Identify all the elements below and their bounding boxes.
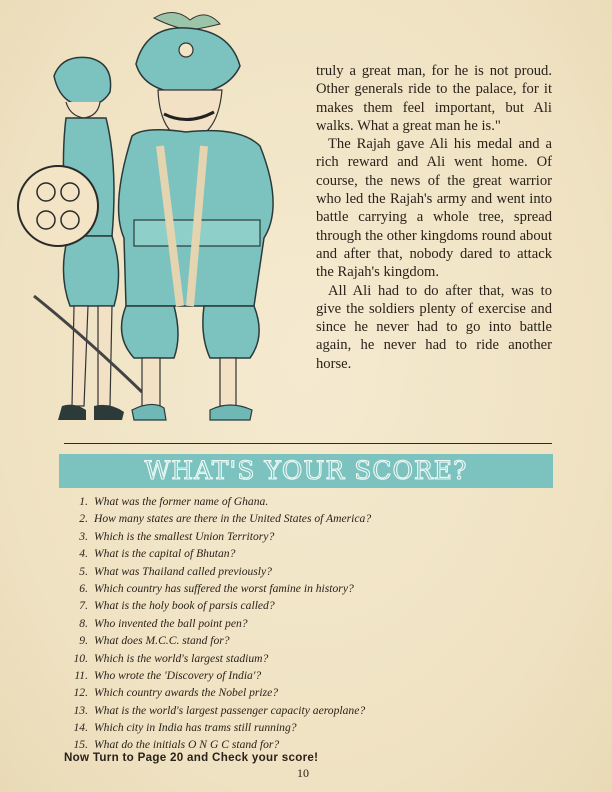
question-number: 10. [73, 651, 88, 665]
quiz-question-list [60, 493, 560, 754]
question-number: 13. [73, 703, 88, 717]
quiz-question [60, 615, 560, 632]
question-number: 4. [79, 547, 88, 561]
rajah-and-ali-illustration [14, 6, 304, 434]
question-text: What was the former name of Ghana. [94, 495, 269, 508]
question-text: What is the holy book of parsis called? [94, 599, 275, 613]
section-divider [64, 443, 552, 444]
question-text: How many states are there in the United States of America? [94, 512, 372, 526]
quiz-question [60, 650, 560, 667]
quiz-question [60, 597, 560, 614]
question-text: What do the initials O N G C stand for? [94, 738, 280, 752]
question-text: Which country has suffered the worst famine in history? [94, 581, 354, 595]
question-number: 9. [79, 634, 88, 648]
story-paragraph: All Ali had to do after that, was to give the soldiers plenty of exercise and since he never had to go into battle again, he never had to ride another horse. [316, 282, 552, 372]
quiz-question [60, 580, 560, 597]
answer-page-instruction: Now Turn to Page 20 and Check your score! [64, 751, 319, 764]
question-number: 15. [73, 738, 88, 752]
quiz-question [60, 667, 560, 684]
question-text: Who wrote the 'Discovery of India'? [94, 668, 262, 682]
question-text: What was Thailand called previously? [94, 564, 272, 578]
question-text: What is the capital of Bhutan? [94, 547, 236, 561]
question-number: 5. [79, 564, 88, 578]
question-number: 6. [79, 581, 88, 595]
quiz-title-banner [59, 454, 553, 488]
question-text: Who invented the ball point pen? [94, 616, 248, 630]
question-text: Which city in India has trams still running? [94, 721, 297, 735]
story-paragraph: The Rajah gave Ali his medal and a rich reward and Ali went home. Of course, the news of the great warrior who led the Rajah's army and went into battle carrying a whole tree, spread through the other kingdoms round about and after that, nobody dared to attack the Rajah's kingdom. [316, 136, 552, 281]
page-number: 10 [297, 766, 309, 780]
question-number: 12. [73, 686, 88, 700]
quiz-question [60, 563, 560, 580]
question-number: 7. [79, 599, 88, 613]
quiz-question [60, 632, 560, 649]
quiz-question [60, 493, 560, 510]
story-text [316, 62, 552, 373]
question-text: What does M.C.C. stand for? [94, 634, 230, 648]
quiz-question [60, 684, 560, 701]
quiz-title: WHAT'S YOUR SCORE? [144, 456, 468, 485]
question-text: What is the world's largest passenger capacity aeroplane? [94, 703, 366, 717]
quiz-question [60, 545, 560, 562]
question-number: 14. [73, 721, 88, 735]
quiz-question [60, 719, 560, 736]
rajah-figure [119, 12, 274, 420]
quiz-question [60, 528, 560, 545]
question-text: Which is the smallest Union Territory? [94, 529, 275, 543]
story-paragraph: truly a great man, for he is not proud. Other generals ride to the palace, for it makes them feel important, but Ali walks. What a great man he is." [316, 63, 552, 134]
question-number: 2. [79, 512, 88, 526]
question-number: 1. [79, 495, 88, 508]
quiz-question [60, 702, 560, 719]
question-number: 11. [74, 668, 88, 682]
question-number: 8. [79, 616, 88, 630]
question-text: Which country awards the Nobel prize? [94, 686, 279, 700]
question-number: 3. [79, 529, 88, 543]
quiz-question [60, 510, 560, 527]
question-text: Which is the world's largest stadium? [94, 651, 269, 665]
